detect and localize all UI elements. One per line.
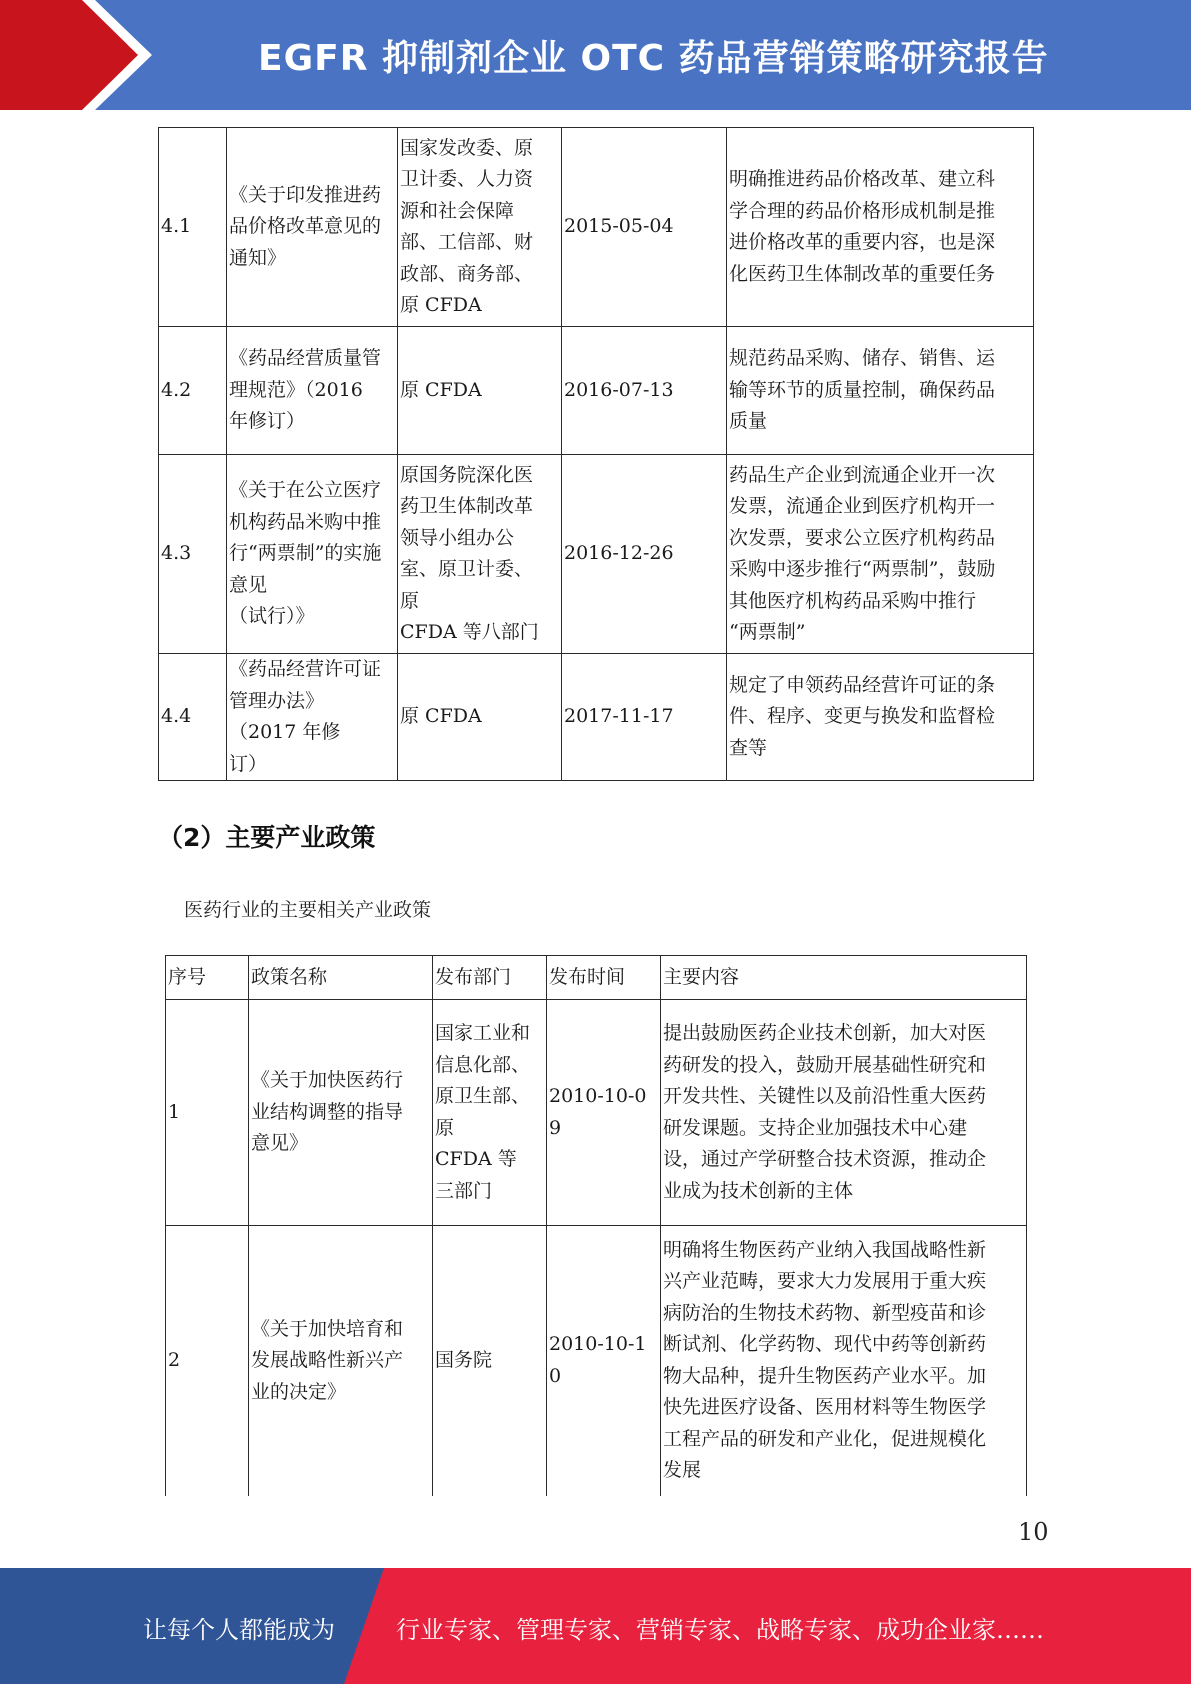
cell-no: 4.4 xyxy=(159,654,227,781)
table-row xyxy=(159,327,1034,455)
cell-content-line: 物大品种，提升生物医药产业水平。加 xyxy=(663,1364,987,1387)
cell-department-line: 原 xyxy=(435,1116,455,1139)
cell-content-line: 学合理的药品价格形成机制是推 xyxy=(729,199,996,222)
cell-date: 2017-11-17 xyxy=(562,654,727,781)
cell-content-line: 发票，流通企业到医疗机构开一 xyxy=(729,495,996,517)
cell-content xyxy=(727,128,1034,327)
header-cell-date: 发布时间 xyxy=(547,956,661,1000)
cell-policy-name-line: 意见》 xyxy=(251,1132,309,1155)
cell-policy-name-line: 行“两票制”的实施 xyxy=(229,542,382,565)
cell-content-line: 药品生产企业到流通企业开一次 xyxy=(729,463,996,486)
cell-content-line: 规范药品采购、储存、销售、运 xyxy=(729,347,996,370)
cell-content xyxy=(661,1000,1027,1226)
cell-policy-name xyxy=(227,128,398,327)
cell-content-line: 进价格改革的重要内容，也是深 xyxy=(729,231,996,253)
cell-policy-name-line: 《关于加快培育和 xyxy=(251,1317,404,1340)
cell-policy-name xyxy=(249,1226,433,1496)
cell-department-line: 卫计委、人力资 xyxy=(400,168,534,190)
cell-content-line: “两票制” xyxy=(729,621,806,643)
page-number: 10 xyxy=(1018,1518,1049,1546)
cell-no: 4.2 xyxy=(159,327,227,455)
cell-content xyxy=(727,455,1034,654)
cell-department-line: 原 CFDA xyxy=(400,294,482,316)
cell-date: 2010-10-09 xyxy=(547,1000,661,1226)
cell-department-line: 原 CFDA xyxy=(400,705,482,728)
header-chevron-red xyxy=(0,0,138,110)
cell-content-line: 兴产业范畴，要求大力发展用于重大疾 xyxy=(663,1270,987,1293)
cell-content-line: 药研发的投入，鼓励开展基础性研究和 xyxy=(663,1053,987,1076)
cell-department-line: 国务院 xyxy=(435,1349,493,1371)
cell-department-line: CFDA 等 xyxy=(435,1148,517,1170)
cell-department-line: 原卫生部、 xyxy=(435,1085,531,1107)
cell-content-line: 明确将生物医药产业纳入我国战略性新 xyxy=(663,1238,987,1261)
cell-department xyxy=(398,455,562,654)
cell-policy-name xyxy=(227,654,398,781)
cell-date: 2010-10-10 xyxy=(547,1226,661,1496)
cell-policy-name-line: 管理办法》 xyxy=(229,689,325,712)
cell-policy-name xyxy=(227,327,398,455)
table-row xyxy=(166,1226,1027,1496)
cell-policy-name-line: 理规范》（2016 xyxy=(229,378,363,401)
cell-policy-name-line: 《关于印发推进药 xyxy=(229,183,382,206)
cell-department-line: 原国务院深化医 xyxy=(400,463,534,486)
cell-policy-name-line: 订） xyxy=(229,752,268,775)
cell-policy-name-line: （试行）》 xyxy=(229,605,315,628)
cell-no: 4.3 xyxy=(159,455,227,654)
cell-policy-name-line: 业的决定》 xyxy=(251,1380,347,1403)
cell-content xyxy=(661,1226,1027,1496)
cell-content-line: 发展 xyxy=(663,1459,702,1482)
section-heading: （2）主要产业政策 xyxy=(158,823,376,852)
cell-department xyxy=(398,128,562,327)
report-header xyxy=(0,0,1191,110)
cell-policy-name-line: 年修订） xyxy=(229,410,306,433)
cell-policy-name-line: 发展战略性新兴产 xyxy=(251,1349,404,1371)
footer-slogan-left: 让每个人都能成为 xyxy=(143,1616,335,1644)
cell-content-line: 化医药卫生体制改革的重要任务 xyxy=(729,262,996,285)
cell-content-line: 查等 xyxy=(729,736,768,759)
cell-content-line: 件、程序、变更与换发和监督检 xyxy=(729,705,996,728)
header-cell-content: 主要内容 xyxy=(661,956,1027,1000)
cell-date: 2015-05-04 xyxy=(562,128,727,327)
policy-table xyxy=(165,955,1027,1496)
cell-content-line: 工程产品的研发和产业化，促进规模化 xyxy=(663,1427,987,1450)
cell-content-line: 明确推进药品价格改革、建立科 xyxy=(729,168,996,190)
header-cell-no: 序号 xyxy=(166,956,249,1000)
cell-department xyxy=(433,1226,547,1496)
cell-department-line: 国家工业和 xyxy=(435,1022,531,1044)
table-row xyxy=(159,128,1034,327)
cell-content xyxy=(727,654,1034,781)
cell-policy-name-line: （2017 年修 xyxy=(229,721,341,743)
cell-department xyxy=(433,1000,547,1226)
cell-content-line: 次发票，要求公立医疗机构药品 xyxy=(729,526,996,549)
cell-department-line: 部、工信部、财 xyxy=(400,231,534,253)
table-caption: 医药行业的主要相关产业政策 xyxy=(184,899,432,921)
table-row xyxy=(166,1000,1027,1226)
cell-content xyxy=(727,327,1034,455)
header-cell-dept: 发布部门 xyxy=(433,956,547,1000)
table-row xyxy=(159,455,1034,654)
cell-policy-name-line: 意见 xyxy=(229,573,268,596)
report-footer xyxy=(0,1568,1191,1684)
table-row xyxy=(159,654,1034,781)
cell-department-line: 源和社会保障 xyxy=(400,199,515,222)
cell-policy-name-line: 《药品经营质量管 xyxy=(229,347,382,370)
cell-content-line: 设，通过产学研整合技术资源，推动企 xyxy=(663,1148,987,1170)
policy-table-header-row xyxy=(166,956,1027,1000)
cell-no: 2 xyxy=(166,1226,249,1496)
cell-department-line: 政部、商务部、 xyxy=(400,262,534,285)
cell-content-line: 开发共性、关键性以及前沿性重大医药 xyxy=(663,1085,987,1107)
cell-policy-name xyxy=(249,1000,433,1226)
cell-content-line: 业成为技术创新的主体 xyxy=(663,1179,854,1202)
cell-content-line: 规定了申领药品经营许可证的条 xyxy=(729,673,996,696)
header-cell-name: 政策名称 xyxy=(249,956,433,1000)
cell-department xyxy=(398,327,562,455)
cell-content-line: 病防治的生物技术药物、新型疫苗和诊 xyxy=(663,1301,987,1324)
cell-policy-name-line: 《关于在公立医疗 xyxy=(229,479,382,502)
cell-no: 1 xyxy=(166,1000,249,1226)
cell-department-line: 三部门 xyxy=(435,1179,493,1202)
cell-content-line: 提出鼓励医药企业技术创新，加大对医 xyxy=(663,1022,987,1044)
cell-department-line: 药卫生体制改革 xyxy=(400,495,534,517)
cell-content-line: 输等环节的质量控制，确保药品 xyxy=(729,378,996,401)
cell-content-line: 快先进医疗设备、医用材料等生物医学 xyxy=(663,1396,987,1419)
cell-department-line: 室、原卫计委、 xyxy=(400,558,534,580)
cell-policy-name xyxy=(227,455,398,654)
cell-department-line: 原 CFDA xyxy=(400,378,482,401)
footer-slogan-right: 行业专家、管理专家、营销专家、战略专家、成功企业家…… xyxy=(396,1616,1044,1644)
cell-department-line: 信息化部、 xyxy=(435,1053,531,1076)
cell-content-line: 其他医疗机构药品采购中推行 xyxy=(729,589,977,612)
regulations-table-body xyxy=(159,128,1034,781)
report-title: EGFR 抑制剂企业 OTC 药品营销策略研究报告 xyxy=(258,38,1049,79)
cell-policy-name-line: 机构药品米购中推 xyxy=(229,510,382,533)
cell-policy-name-line: 《关于加快医药行 xyxy=(251,1069,404,1092)
regulations-table xyxy=(158,127,1034,781)
cell-content-line: 断试剂、化学药物、现代中药等创新药 xyxy=(663,1333,987,1356)
cell-department xyxy=(398,654,562,781)
cell-policy-name-line: 《药品经营许可证 xyxy=(229,658,382,680)
cell-no: 4.1 xyxy=(159,128,227,327)
cell-department-line: 原 xyxy=(400,589,420,612)
cell-content-line: 质量 xyxy=(729,410,768,433)
policy-table-body xyxy=(166,1000,1027,1496)
cell-policy-name-line: 通知》 xyxy=(229,246,287,269)
cell-policy-name-line: 业结构调整的指导 xyxy=(251,1100,404,1123)
cell-content-line: 采购中逐步推行“两票制”，鼓励 xyxy=(729,558,996,580)
cell-department-line: 领导小组办公 xyxy=(400,526,515,549)
cell-department-line: CFDA 等八部门 xyxy=(400,621,539,643)
cell-department-line: 国家发改委、原 xyxy=(400,136,534,159)
cell-date: 2016-07-13 xyxy=(562,327,727,455)
cell-date: 2016-12-26 xyxy=(562,455,727,654)
cell-content-line: 研发课题。支持企业加强技术中心建 xyxy=(663,1116,968,1139)
cell-policy-name-line: 品价格改革意见的 xyxy=(229,215,382,238)
